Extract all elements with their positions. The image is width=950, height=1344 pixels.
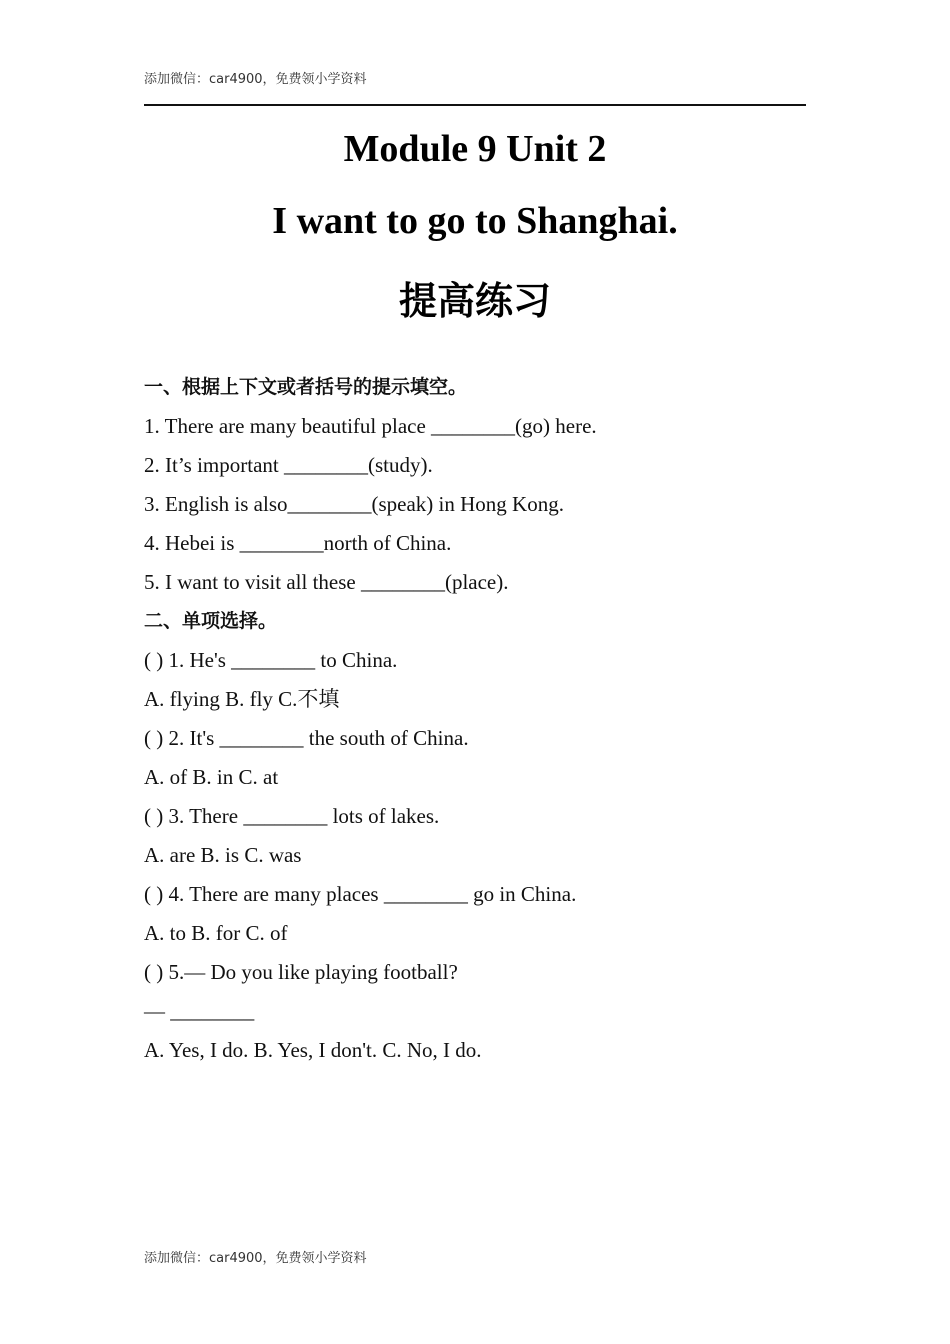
choice-question-5: ( ) 5.— Do you like playing football? bbox=[144, 960, 458, 984]
header-note: 添加微信：car4900，免费领小学资料 bbox=[144, 72, 367, 87]
fill-blank-item-1: 1. There are many beautiful place ________(go) here. bbox=[144, 414, 597, 438]
choice-options-3: A. are B. is C. was bbox=[144, 843, 302, 867]
choice-question-3: ( ) 3. There ________ lots of lakes. bbox=[144, 804, 440, 828]
fill-blank-item-5: 5. I want to visit all these ________(place). bbox=[144, 570, 509, 594]
section-2-heading: 二、单项选择。 bbox=[144, 610, 278, 632]
choice-question-1: ( ) 1. He's ________ to China. bbox=[144, 648, 398, 672]
choice-question-4: ( ) 4. There are many places ________ go in China. bbox=[144, 882, 577, 906]
worksheet-body bbox=[144, 368, 806, 1070]
choice-options-4: A. to B. for C. of bbox=[144, 921, 288, 945]
fill-blank-item-4: 4. Hebei is ________north of China. bbox=[144, 531, 452, 555]
footer-note: 添加微信：car4900，免费领小学资料 bbox=[144, 1251, 367, 1266]
choice-answer-blank-5: — ________ bbox=[144, 999, 255, 1023]
choice-options-2: A. of B. in C. at bbox=[144, 765, 279, 789]
header-divider bbox=[144, 104, 806, 106]
page-title: Module 9 Unit 2 bbox=[343, 128, 607, 170]
choice-question-2: ( ) 2. It's ________ the south of China. bbox=[144, 726, 469, 750]
page-subtitle: I want to go to Shanghai. bbox=[272, 200, 678, 242]
exercise-title: 提高练习 bbox=[398, 279, 551, 323]
choice-options-1: A. flying B. fly C.不填 bbox=[144, 687, 340, 711]
fill-blank-item-2: 2. It’s important ________(study). bbox=[144, 453, 433, 477]
choice-options-5: A. Yes, I do. B. Yes, I don't. C. No, I do. bbox=[144, 1038, 482, 1062]
section-1-heading: 一、根据上下文或者括号的提示填空。 bbox=[144, 376, 468, 398]
fill-blank-item-3: 3. English is also________(speak) in Hong Kong. bbox=[144, 492, 564, 516]
